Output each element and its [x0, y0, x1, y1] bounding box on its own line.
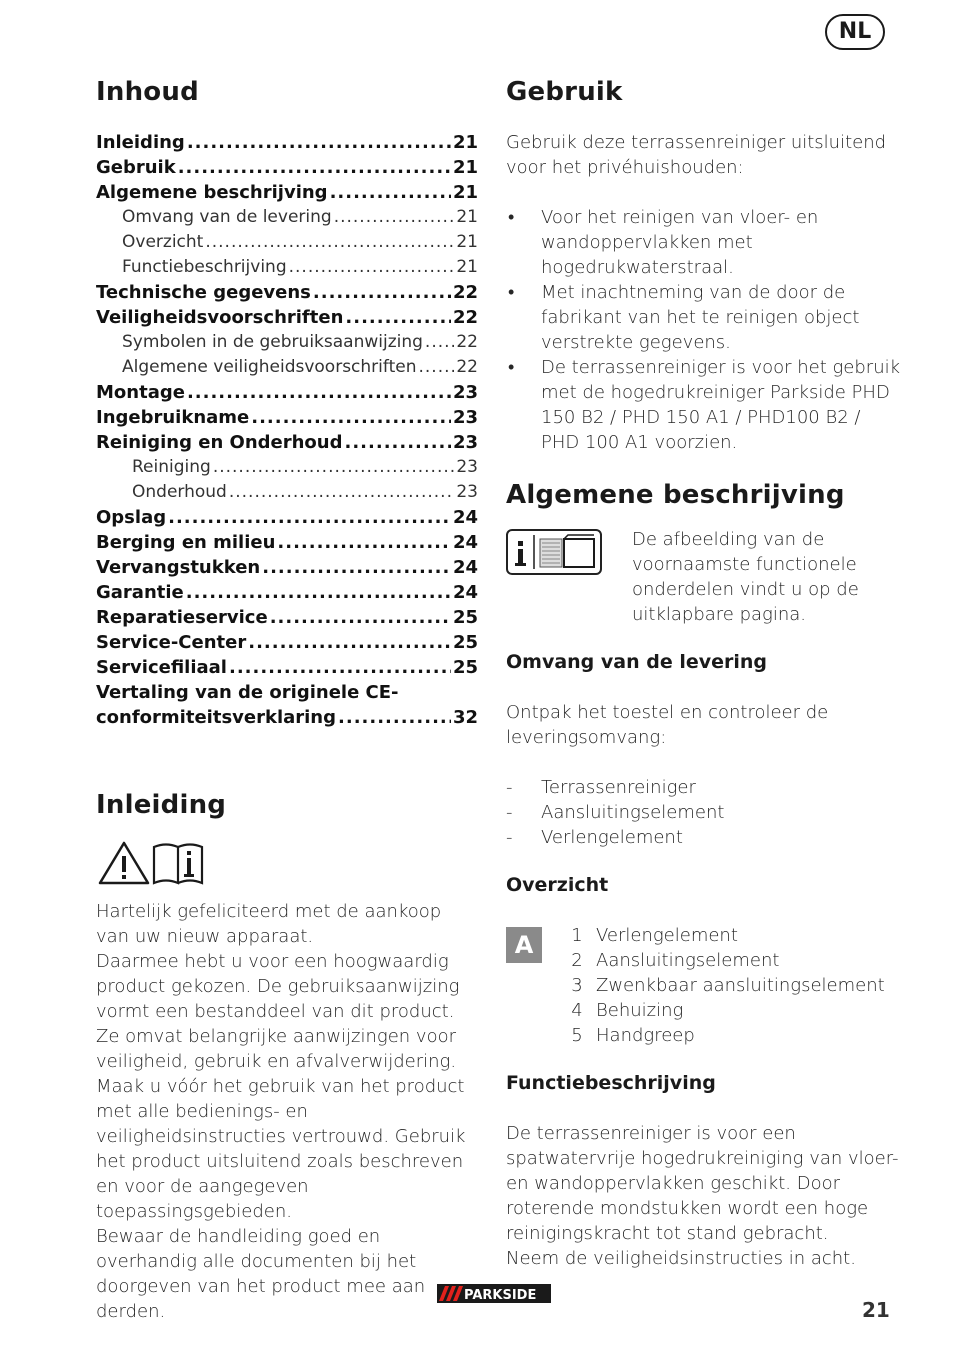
toc-row[interactable]: [96, 480, 478, 505]
toc-row[interactable]: [96, 405, 478, 430]
toc-page: 21: [452, 182, 478, 203]
toc-page: 21: [452, 157, 478, 178]
toc-label: Onderhoud: [132, 482, 227, 502]
functie-heading: Functiebeschrijving: [506, 1072, 716, 1094]
toc-page: 21: [456, 257, 478, 277]
toc-leader: [345, 430, 451, 455]
parkside-logo: [437, 1284, 551, 1303]
toc-label: Reiniging en Onderhoud: [96, 432, 343, 453]
toc-row[interactable]: [96, 580, 478, 605]
figure-a-badge: A: [506, 927, 542, 963]
list-item: [558, 1023, 885, 1048]
functie-text: Neem de veiligheidsinstructies in acht.: [506, 1248, 856, 1269]
toc-row[interactable]: [96, 280, 478, 305]
toc-page: 21: [452, 132, 478, 153]
toc-page: 24: [452, 507, 478, 528]
toc-page: 25: [452, 607, 478, 628]
toc-row[interactable]: [96, 380, 478, 405]
item-number: 5: [571, 1025, 583, 1046]
item-label: Verlengelement: [596, 925, 738, 946]
toc-label: Gebruik: [96, 157, 176, 178]
item-label: Handgreep: [596, 1025, 695, 1046]
toc-label: conformiteitsverklaring: [96, 707, 337, 728]
toc-label: Vervangstukken: [96, 557, 261, 578]
info-text: De afbeelding van de voornaamste functionele onderdelen vindt u op de uitklapbare pagina.: [632, 529, 859, 625]
toc-page: 22: [452, 282, 478, 303]
toc-page: 21: [456, 232, 478, 252]
toc-label: Algemene beschrijving: [96, 182, 328, 203]
item-label: Behuizing: [596, 1000, 684, 1021]
toc-leader: [248, 630, 451, 655]
item-number: 4: [571, 1000, 583, 1021]
list-item: • Voor het reinigen van vloer- en wandoppervlakken met hogedrukwaterstraal.: [506, 205, 901, 280]
brand-text: PARKSIDE: [464, 1288, 537, 1303]
toc-row[interactable]: [96, 705, 478, 730]
list-item: [558, 973, 885, 998]
toc-row[interactable]: [96, 330, 478, 355]
omvang-intro: Ontpak het toestel en controleer de leveringsomvang:: [506, 702, 829, 748]
list-item: [558, 998, 885, 1023]
toc-row[interactable]: [96, 155, 478, 180]
toc-label: Vertaling van de originele CE-: [96, 682, 399, 703]
toc-label: Functiebeschrijving: [122, 257, 287, 277]
toc-leader: [418, 355, 454, 380]
algemeen-heading: Algemene beschrijving: [506, 480, 845, 510]
item-number: 1: [571, 925, 583, 946]
overzicht-block: [506, 923, 901, 1048]
list-item: • Met inachtneming van de door de fabrikant van het te reinigen object verstrekte gegevens.: [506, 280, 901, 355]
gebruik-heading: Gebruik: [506, 77, 623, 107]
toc-page: 24: [452, 582, 478, 603]
omvang-list: [506, 775, 901, 850]
toc-label: Omvang van de levering: [122, 207, 332, 227]
toc-leader: [330, 180, 451, 205]
toc-page: 22: [456, 357, 478, 377]
toc-leader: [186, 580, 451, 605]
list-item: - Terrassenreiniger: [506, 775, 901, 800]
toc-row[interactable]: [96, 255, 478, 280]
toc-row[interactable]: [96, 630, 478, 655]
toc-row[interactable]: [96, 605, 478, 630]
page-number: 21: [862, 1298, 890, 1322]
item-number: 3: [571, 975, 583, 996]
item-label: Zwenkbaar aansluitingselement: [596, 975, 885, 996]
toc-leader: [313, 280, 451, 305]
toc-page: 23: [452, 407, 478, 428]
functie-text: De terrassenreiniger is voor een spatwatervrije hogedrukreiniging van vloer- en wandoppervlakken geschikt. Door roterende mondstukken wordt een hoge reinigingskracht tot stand gebracht.: [506, 1123, 899, 1244]
toc-label: Reiniging: [132, 457, 211, 477]
toc-leader: [345, 305, 451, 330]
toc-page: 24: [452, 557, 478, 578]
list-item: [558, 923, 885, 948]
toc-leader: [187, 380, 451, 405]
left-column: [96, 72, 478, 1324]
overzicht-heading: Overzicht: [506, 874, 609, 896]
table-of-contents: [96, 130, 478, 680]
toc-label: Opslag: [96, 507, 167, 528]
toc-page: 32: [452, 707, 478, 728]
toc-leader: [205, 230, 454, 255]
toc-row[interactable]: [96, 455, 478, 480]
toc-label: Servicefiliaal: [96, 657, 227, 678]
toc-page: 23: [452, 432, 478, 453]
toc-leader: [334, 205, 455, 230]
toc-page: 25: [452, 657, 478, 678]
toc-page: 23: [456, 482, 478, 502]
list-item: - Aansluitingselement: [506, 800, 901, 825]
toc-leader: [168, 505, 451, 530]
toc-leader: [187, 130, 451, 155]
toc-row[interactable]: [96, 530, 478, 555]
list-item: • De terrassenreiniger is voor het gebruik met de hogedrukreiniger Parkside PHD 150 B2 / PHD 150 A1 / PHD100 B2 / PHD 100 A1 voorzien.: [506, 355, 901, 455]
toc-leader: [262, 555, 451, 580]
item-label: Aansluitingselement: [596, 950, 780, 971]
gebruik-bullet-list: [506, 205, 901, 455]
inleiding-paragraph: Daarmee hebt u voor een hoogwaardig product gekozen. De gebruiksaanwijzing vormt een bestanddeel van dit product. Ze omvat belangrijke aanwijzingen voor veiligheid, gebruik en afvalverwijdering. Maak u vóór het gebruik van het product met alle bedienings- en veiligheidsinstructies vertrouwd. Gebruik het product uitsluitend zoals beschreven en voor de aangegeven toepassingsgebieden.: [96, 951, 466, 1222]
toc-leader: [178, 155, 451, 180]
toc-label: Reparatieservice: [96, 607, 268, 628]
toc-label: Symbolen in de gebruiksaanwijzing: [122, 332, 423, 352]
list-item: - Verlengelement: [506, 825, 901, 850]
language-badge: NL: [825, 14, 885, 50]
inleiding-heading: Inleiding: [96, 790, 227, 820]
toc-leader: [251, 405, 451, 430]
toc-leader: [213, 455, 455, 480]
toc-row[interactable]: [96, 655, 478, 680]
omvang-heading: Omvang van de levering: [506, 651, 768, 673]
toc-label: Montage: [96, 382, 185, 403]
inleiding-paragraph: Bewaar de handleiding goed en overhandig alle documenten bij het doorgeven van het product mee aan derden.: [96, 1226, 426, 1322]
toc-row[interactable]: [96, 230, 478, 255]
toc-page: 22: [452, 307, 478, 328]
toc-label: Algemene veiligheidsvoorschriften: [122, 357, 417, 377]
overzicht-list: [558, 923, 885, 1048]
toc-label: Veiligheidsvoorschriften: [96, 307, 344, 328]
toc-label: Inleiding: [96, 132, 185, 153]
toc-row[interactable]: [96, 355, 478, 380]
toc-label: Overzicht: [122, 232, 204, 252]
toc-leader: [229, 480, 455, 505]
toc-row[interactable]: [96, 180, 478, 205]
toc-page: 24: [452, 532, 478, 553]
toc-leader: [277, 530, 451, 555]
toc-leader: [425, 330, 454, 355]
toc-leader: [338, 705, 451, 730]
toc-page: 25: [452, 632, 478, 653]
toc-leader: [289, 255, 455, 280]
toc-row[interactable]: [96, 130, 478, 155]
toc-label: Ingebruikname: [96, 407, 250, 428]
toc-row[interactable]: [96, 305, 478, 330]
info-row: [506, 527, 901, 627]
toc-label: Garantie: [96, 582, 184, 603]
toc-page: 23: [452, 382, 478, 403]
warning-manual-icons: [96, 839, 478, 889]
toc-page: 21: [456, 207, 478, 227]
list-item: [558, 948, 885, 973]
toc-row[interactable]: [96, 430, 478, 455]
toc-row[interactable]: [96, 505, 478, 530]
toc-leader: [229, 655, 451, 680]
toc-row[interactable]: [96, 555, 478, 580]
toc-label: Technische gegevens: [96, 282, 311, 303]
toc-page: 22: [456, 332, 478, 352]
toc-row[interactable]: [96, 680, 478, 705]
item-number: 2: [571, 950, 583, 971]
right-column: [506, 72, 901, 1271]
inleiding-paragraph: Hartelijk gefeliciteerd met de aankoop van uw nieuw apparaat.: [96, 901, 442, 947]
warning-triangle-and-manual-icon: [96, 839, 208, 889]
toc-page: 23: [456, 457, 478, 477]
toc-leader: [270, 605, 451, 630]
toc-label: Service-Center: [96, 632, 247, 653]
gebruik-intro: Gebruik deze terrassenreiniger uitsluitend voor het privéhuishouden:: [506, 132, 887, 178]
toc-heading: Inhoud: [96, 77, 199, 107]
toc-label: Berging en milieu: [96, 532, 276, 553]
toc-row[interactable]: [96, 205, 478, 230]
foldout-info-icon: [506, 529, 602, 575]
